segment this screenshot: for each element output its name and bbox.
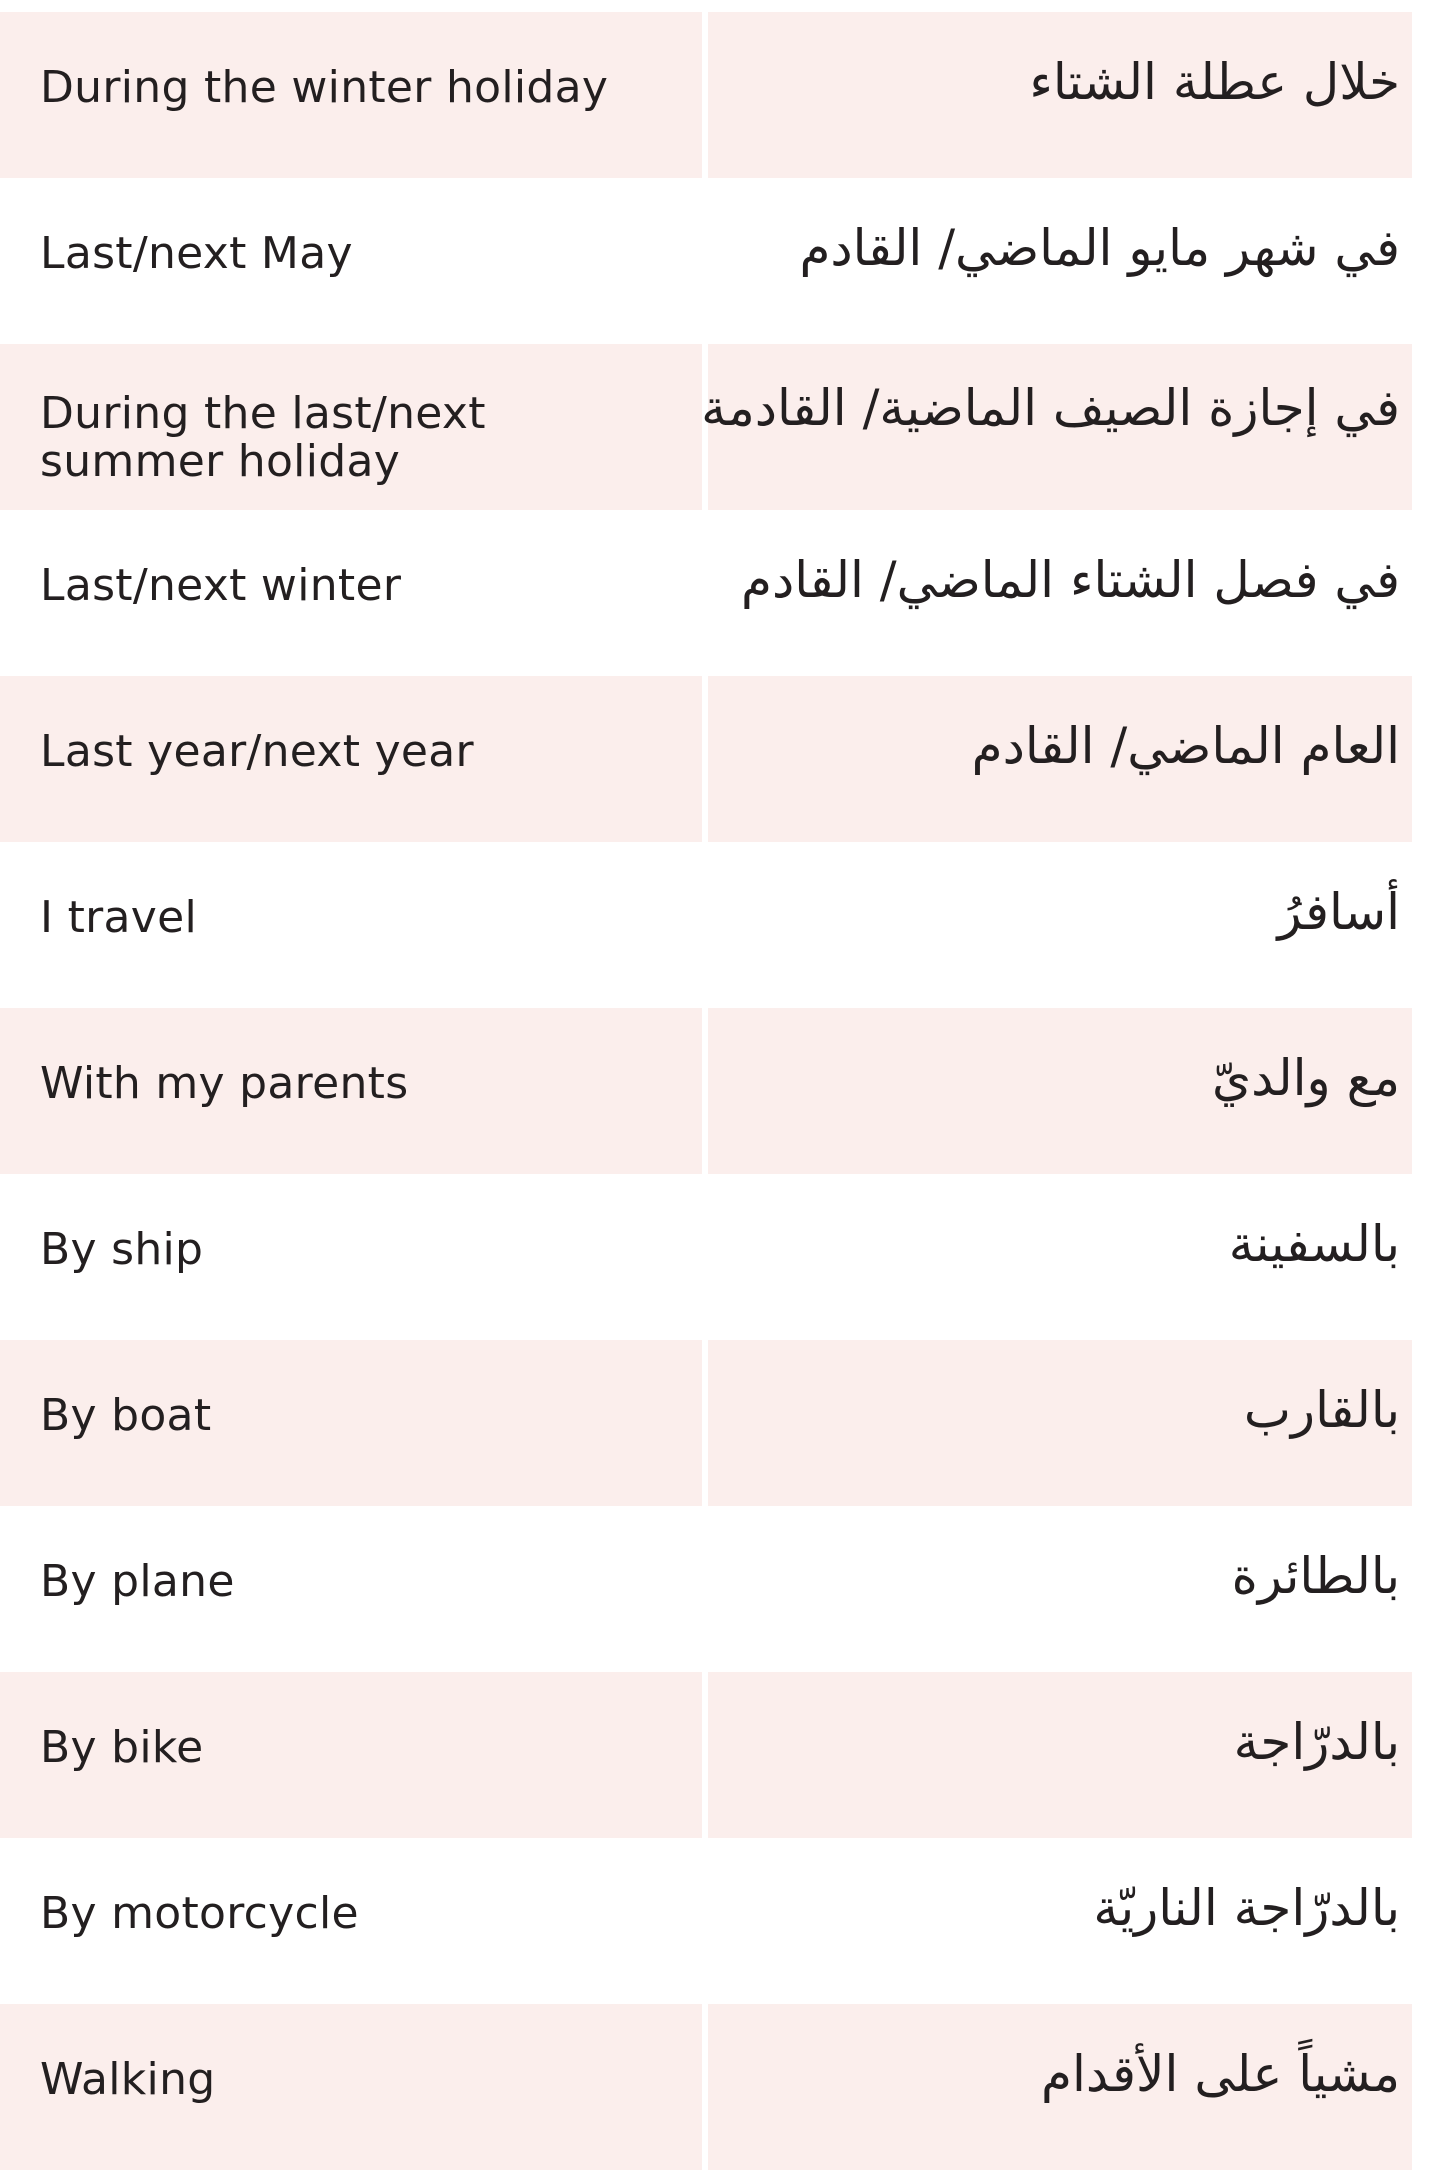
arabic-cell — [708, 1174, 1412, 1340]
table-row — [0, 178, 1434, 344]
arabic-cell — [708, 2004, 1412, 2170]
english-cell — [0, 842, 702, 1008]
english-term: By bike — [40, 1722, 204, 1773]
english-term: By plane — [40, 1556, 235, 1607]
table-row — [0, 344, 1434, 510]
vocabulary-table — [0, 12, 1434, 2170]
table-row — [0, 1008, 1434, 1174]
arabic-term: أسافرُ — [1277, 883, 1400, 941]
arabic-cell — [708, 12, 1412, 178]
arabic-term: في إجازة الصيف الماضية/ القادمة — [701, 379, 1400, 437]
english-term: With my parents — [40, 1058, 409, 1109]
table-row — [0, 12, 1434, 178]
arabic-cell — [701, 344, 1412, 510]
arabic-term: العام الماضي/ القادم — [971, 717, 1400, 775]
arabic-term: بالدرّاجة — [1233, 1713, 1400, 1771]
english-term: Last/next May — [40, 228, 353, 279]
english-term: During the winter holiday — [40, 62, 609, 113]
english-cell — [0, 1672, 702, 1838]
english-cell — [0, 1838, 702, 2004]
english-term: During the last/next summer holiday — [40, 388, 486, 487]
arabic-cell — [708, 1008, 1412, 1174]
arabic-cell — [708, 1340, 1412, 1506]
english-cell — [0, 344, 702, 510]
arabic-term: بالدرّاجة الناريّة — [1093, 1879, 1400, 1937]
arabic-cell — [708, 1672, 1412, 1838]
arabic-cell — [708, 676, 1412, 842]
arabic-term: بالطائرة — [1231, 1547, 1400, 1605]
table-row — [0, 676, 1434, 842]
english-cell — [0, 676, 702, 842]
arabic-term: بالسفينة — [1228, 1215, 1400, 1273]
english-cell — [0, 178, 702, 344]
table-row — [0, 1672, 1434, 1838]
arabic-cell — [708, 510, 1412, 676]
arabic-term: خلال عطلة الشتاء — [1029, 53, 1400, 111]
table-row — [0, 510, 1434, 676]
table-row — [0, 1506, 1434, 1672]
arabic-term: مشياً على الأقدام — [1041, 2045, 1400, 2103]
table-row — [0, 1174, 1434, 1340]
english-term: Last/next winter — [40, 560, 402, 611]
english-cell — [0, 2004, 702, 2170]
english-term: By boat — [40, 1390, 212, 1441]
table-row — [0, 1838, 1434, 2004]
arabic-term: في فصل الشتاء الماضي/ القادم — [741, 551, 1400, 609]
english-cell — [0, 1340, 702, 1506]
english-term: I travel — [40, 892, 198, 943]
arabic-cell — [708, 178, 1412, 344]
english-term: By ship — [40, 1224, 204, 1275]
english-term: Walking — [40, 2054, 216, 2105]
english-cell — [0, 12, 702, 178]
english-term: By motorcycle — [40, 1888, 359, 1939]
arabic-term: مع والديّ — [1212, 1049, 1400, 1107]
arabic-cell — [708, 1838, 1412, 2004]
arabic-cell — [708, 1506, 1412, 1672]
english-cell — [0, 510, 702, 676]
arabic-cell — [708, 842, 1412, 1008]
arabic-term: بالقارب — [1243, 1381, 1400, 1439]
english-cell — [0, 1506, 702, 1672]
table-row — [0, 1340, 1434, 1506]
english-cell — [0, 1008, 702, 1174]
table-row — [0, 2004, 1434, 2170]
english-term: Last year/next year — [40, 726, 474, 777]
arabic-term: في شهر مايو الماضي/ القادم — [799, 219, 1400, 277]
english-cell — [0, 1174, 702, 1340]
table-row — [0, 842, 1434, 1008]
